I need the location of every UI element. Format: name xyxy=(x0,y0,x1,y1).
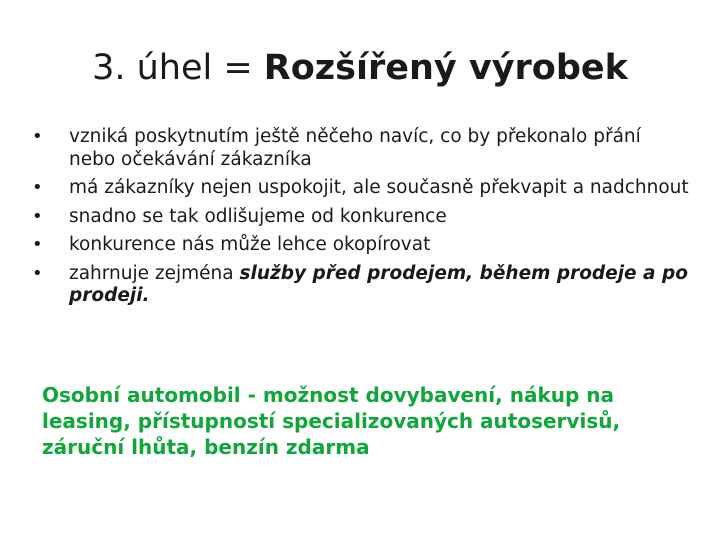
bullet-item xyxy=(32,206,692,229)
bullet-item xyxy=(32,126,692,171)
bullet-dot: • xyxy=(32,262,43,284)
title-bold: Rozšířený výrobek xyxy=(263,48,628,88)
slide-title xyxy=(0,44,720,92)
bullet-dot: • xyxy=(32,234,43,255)
bullet-item xyxy=(32,263,692,308)
bullet-dot: • xyxy=(32,177,43,198)
bullet-list xyxy=(32,126,692,314)
bullet-text: má zákazníky nejen uspokojit, ale současně překvapit a nadchnout xyxy=(69,177,689,198)
bullet-text: vzniká poskytnutím ještě něčeho navíc, co by překonalo přání nebo očekávání zákazníka xyxy=(69,126,641,170)
bullet-item xyxy=(32,234,692,257)
bullet-dot: • xyxy=(32,126,43,147)
bullet-item xyxy=(32,177,692,200)
bullet-emphasis: služby před prodejem, během prodeje a po prodeji. xyxy=(69,262,688,306)
bullet-dot: • xyxy=(32,205,43,227)
bullet-text: zahrnuje zejména xyxy=(69,262,240,284)
bullet-text: konkurence nás může lehce okopírovat xyxy=(69,234,431,255)
bullet-text: snadno se tak odlišujeme od konkurence xyxy=(69,205,447,227)
title-prefix: 3. úhel = xyxy=(92,48,264,88)
example-text: Osobní automobil - možnost dovybavení, nákup na leasing, přístupností specializovaných autoservisů, záruční lhůta, benzín zdarma xyxy=(42,383,621,459)
